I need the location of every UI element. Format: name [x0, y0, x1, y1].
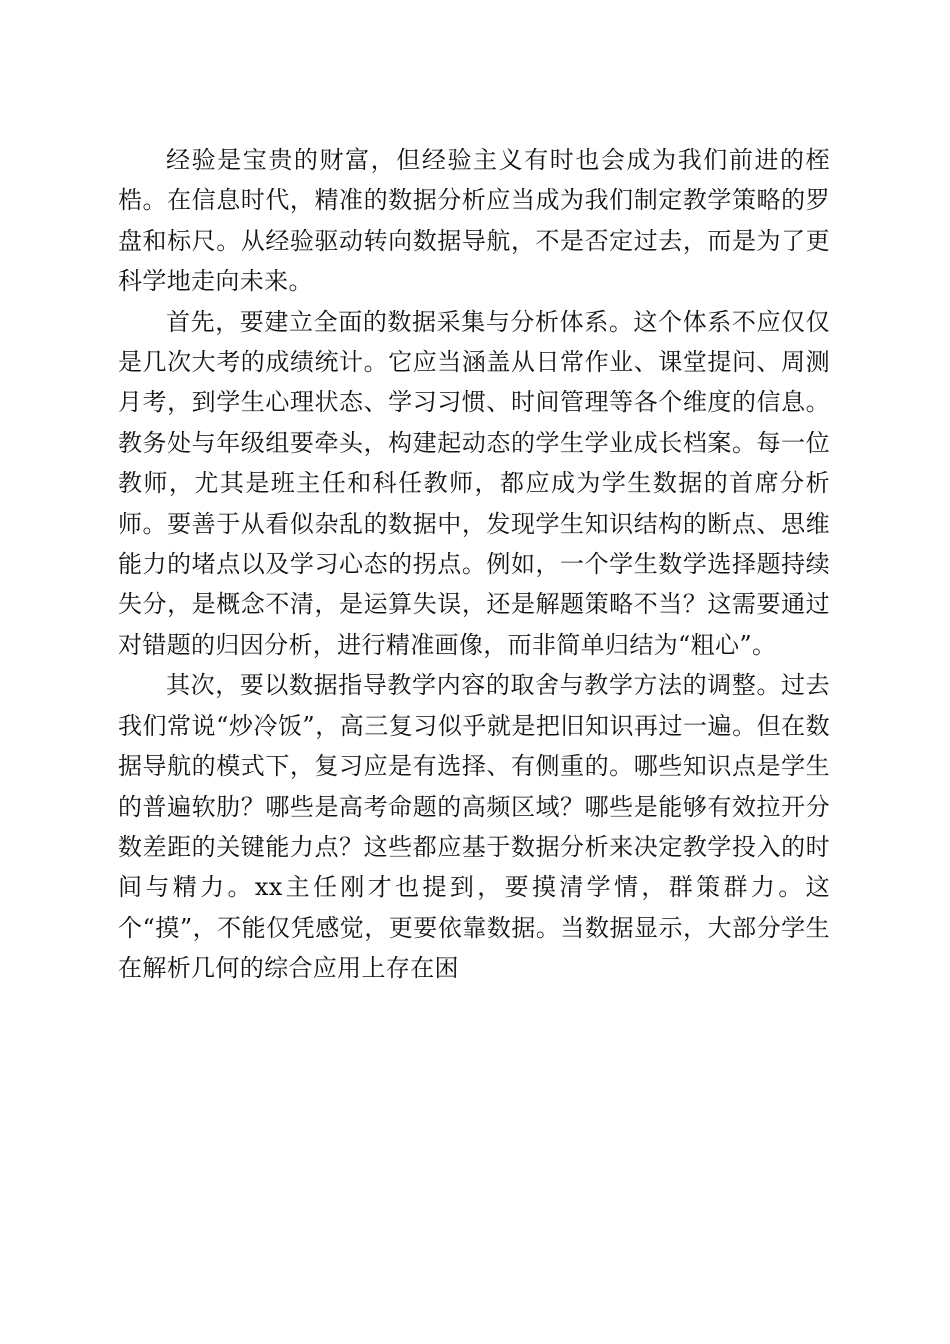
- paragraph-experience-vs-data: 经验是宝贵的财富，但经验主义有时也会成为我们前进的桎梏。在信息时代，精准的数据分析应当成为我们制定教学策略的罗盘和标尺。从经验驱动转向数据导航，不是否定过去，而是为了更科学地走向未来。: [118, 146, 830, 296]
- document-body: [118, 140, 830, 989]
- paragraph-data-guided-teaching: 其次，要以数据指导教学内容的取舍与教学方法的调整。过去我们常说“炒冷饭”，高三复习似乎就是把旧知识再过一遍。但在数据导航的模式下，复习应是有选择、有侧重的。哪些知识点是学生的普遍软肋？哪些是高考命题的高频区域？哪些是能够有效拉开分数差距的关键能力点？这些都应基于数据分析来决定教学投入的时间与精力。xx主任刚才也提到，要摸清学情，群策群力。这个“摸”，不能仅凭感觉，更要依靠数据。当数据显示，大部分学生在解析几何的综合应用上存在困: [118, 671, 830, 983]
- paragraph-data-collection-system: 首先，要建立全面的数据采集与分析体系。这个体系不应仅仅是几次大考的成绩统计。它应当涵盖从日常作业、课堂提问、周测月考，到学生心理状态、学习习惯、时间管理等各个维度的信息。教务处与年级组要牵头，构建起动态的学生学业成长档案。每一位教师，尤其是班主任和科任教师，都应成为学生数据的首席分析师。要善于从看似杂乱的数据中，发现学生知识结构的断点、思维能力的堵点以及学习心态的拐点。例如，一个学生数学选择题持续失分，是概念不清，是运算失误，还是解题策略不当？这需要通过对错题的归因分析，进行精准画像，而非简单归结为“粗心”。: [118, 307, 830, 659]
